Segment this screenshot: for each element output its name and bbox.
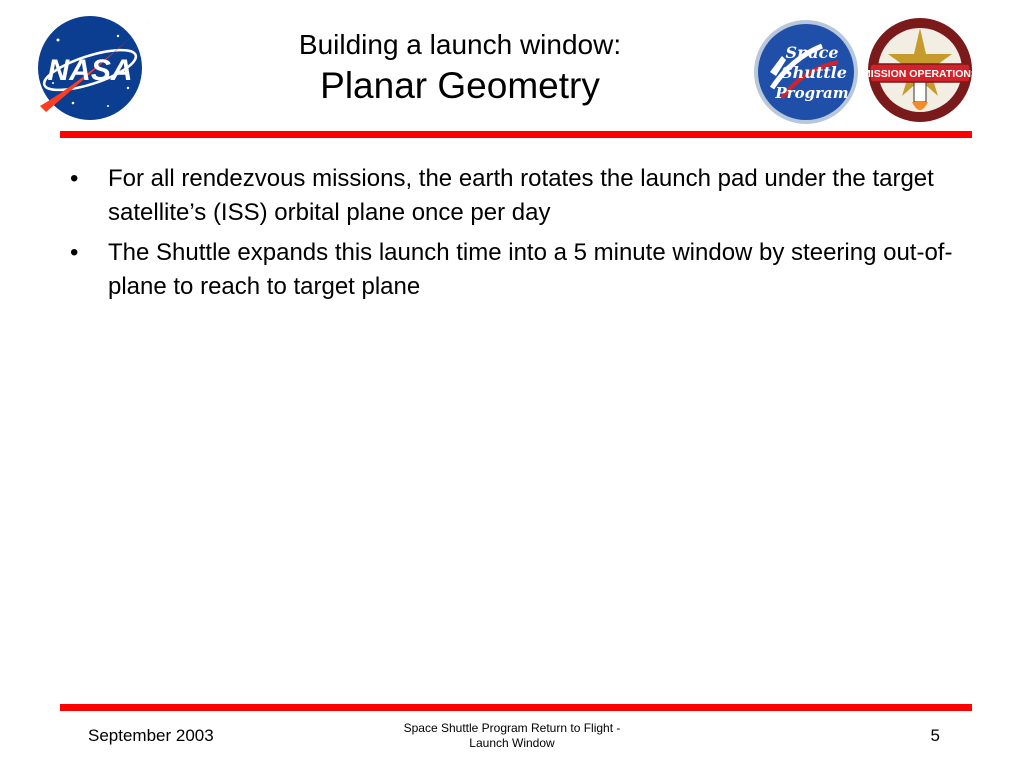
bullet-icon: • [70, 165, 79, 192]
space-shuttle-program-logo [752, 18, 860, 126]
list-item [70, 236, 970, 304]
bullet-icon: • [70, 239, 79, 266]
shuttle-logo-line-3: Program [775, 84, 849, 102]
slide-title [180, 28, 740, 110]
footer-title-line-2: Launch Window [469, 736, 555, 750]
bullet-list [70, 162, 970, 310]
footer-title [362, 721, 662, 751]
mission-operations-text: MISSION OPERATIONS [866, 68, 974, 80]
shuttle-logo-line-2: Shuttle [781, 63, 847, 82]
title-line-1: Building a launch window: [298, 29, 622, 60]
header-divider [60, 131, 972, 138]
mission-operations-logo [866, 14, 974, 126]
space-shuttle-program-icon [752, 18, 860, 126]
nasa-logo-text: NASA [47, 54, 133, 87]
list-item [70, 162, 970, 230]
footer-title-line-1: Space Shuttle Program Return to Flight - [403, 721, 621, 735]
shuttle-logo-line-1: Space [785, 43, 839, 62]
bullet-text: The Shuttle expands this launch time into a 5 minute window by steering out-of-plane to reach to target plane [108, 239, 953, 300]
mission-operations-patch-icon [866, 14, 974, 126]
nasa-logo [28, 8, 158, 124]
title-line-2: Planar Geometry [320, 65, 600, 106]
nasa-meatball-icon [28, 8, 158, 124]
bullet-text: For all rendezvous missions, the earth rotates the launch pad under the target satellite’s (ISS) orbital plane once per day [108, 165, 934, 226]
footer-divider [60, 704, 972, 711]
footer-date: September 2003 [88, 726, 214, 745]
page-number: 5 [930, 726, 940, 745]
